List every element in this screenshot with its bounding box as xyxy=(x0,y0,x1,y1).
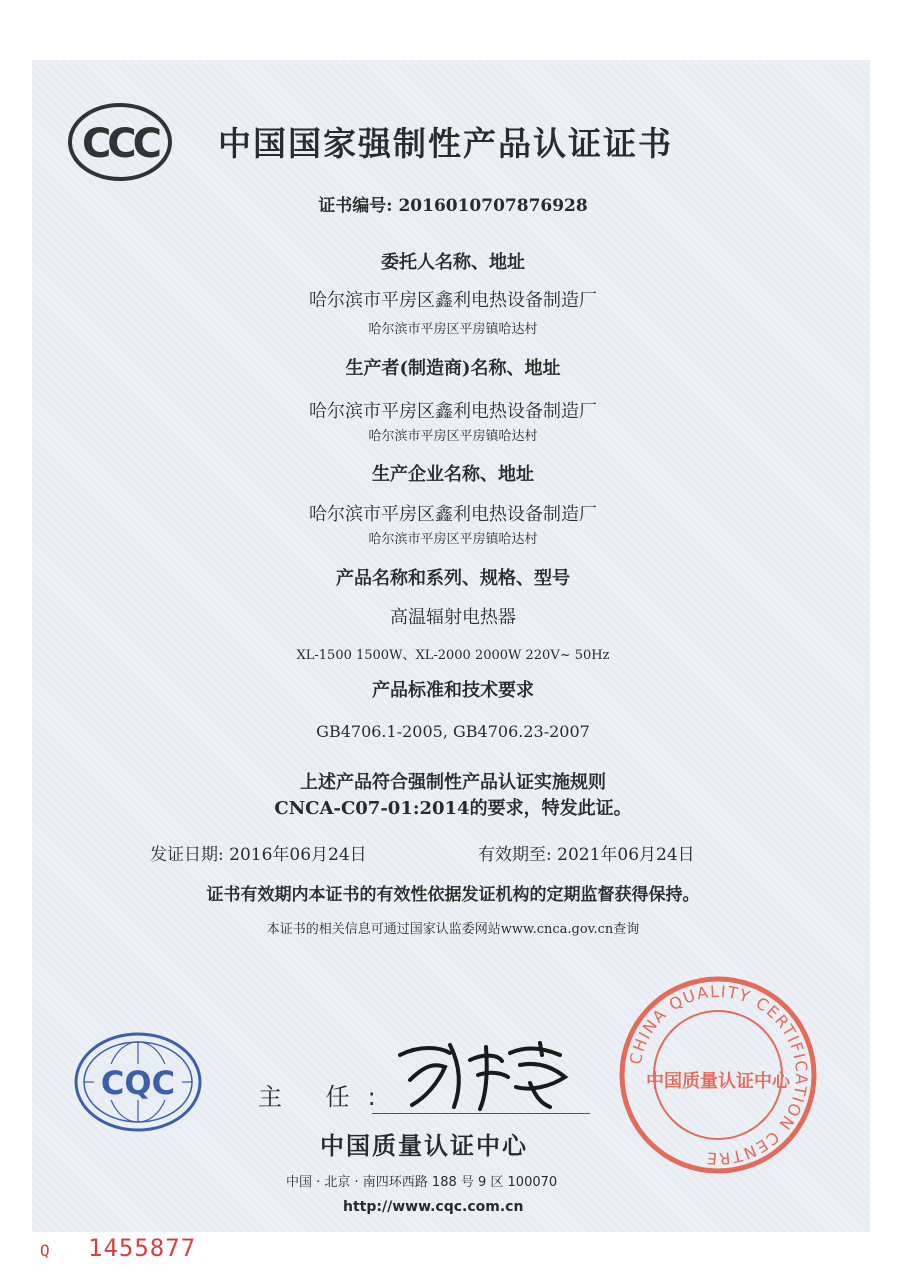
official-seal-icon xyxy=(618,975,818,1175)
standards-value: GB4706.1-2005, GB4706.23-2007 xyxy=(316,722,590,741)
factory-name: 哈尔滨市平房区鑫利电热设备制造厂 xyxy=(309,504,597,525)
certificate-number: 证书编号: 2016010707876928 xyxy=(318,196,588,216)
svg-text:中国质量认证中心: 中国质量认证中心 xyxy=(646,1071,790,1092)
expiry-date: 有效期至: 2021年06月24日 xyxy=(478,845,695,865)
signature-line xyxy=(372,1113,590,1114)
certificate-title: 中国国家强制性产品认证证书 xyxy=(218,124,673,163)
svg-text:CQC: CQC xyxy=(100,1064,176,1102)
client-name: 哈尔滨市平房区鑫利电热设备制造厂 xyxy=(309,290,597,311)
issuing-center-url: http://www.cqc.com.cn xyxy=(343,1199,524,1215)
ccc-logo-icon xyxy=(68,103,172,181)
serial-number: 1455877 xyxy=(88,1234,197,1262)
product-heading: 产品名称和系列、规格、型号 xyxy=(336,568,570,589)
cqc-logo-icon xyxy=(72,1030,204,1134)
factory-address: 哈尔滨市平房区平房镇哈达村 xyxy=(368,532,538,547)
issue-date: 发证日期: 2016年06月24日 xyxy=(150,845,367,865)
manufacturer-name: 哈尔滨市平房区鑫利电热设备制造厂 xyxy=(309,401,597,422)
validity-note: 证书有效期内本证书的有效性依据发证机构的定期监督获得保持。 xyxy=(206,885,700,905)
issuing-center-name: 中国质量认证中心 xyxy=(320,1132,528,1160)
svg-text:CCC: CCC xyxy=(81,121,159,167)
manufacturer-address: 哈尔滨市平房区平房镇哈达村 xyxy=(368,429,538,444)
director-label: 主 任: xyxy=(258,1083,394,1111)
client-address: 哈尔滨市平房区平房镇哈达村 xyxy=(368,322,538,337)
manufacturer-heading: 生产者(制造商)名称、地址 xyxy=(345,358,561,379)
client-heading: 委托人名称、地址 xyxy=(381,252,525,273)
issuing-center-address: 中国 · 北京 · 南四环西路 188 号 9 区 100070 xyxy=(286,1175,558,1190)
declaration-line-1: 上述产品符合强制性产品认证实施规则 xyxy=(300,772,606,793)
serial-prefix: Q xyxy=(40,1241,50,1260)
svg-text:CHINA QUALITY CERTIFICATION CE: CHINA QUALITY CERTIFICATION CENTRE xyxy=(625,981,812,1169)
declaration-line-2: CNCA-C07-01:2014的要求，特发此证。 xyxy=(274,798,632,819)
standards-heading: 产品标准和技术要求 xyxy=(372,680,534,701)
product-name: 高温辐射电热器 xyxy=(390,607,516,628)
product-models: XL-1500 1500W、XL-2000 2000W 220V~ 50Hz xyxy=(296,648,610,663)
signature-icon xyxy=(390,1025,580,1115)
factory-heading: 生产企业名称、地址 xyxy=(372,464,534,485)
query-note: 本证书的相关信息可通过国家认监委网站www.cnca.gov.cn查询 xyxy=(266,922,640,937)
